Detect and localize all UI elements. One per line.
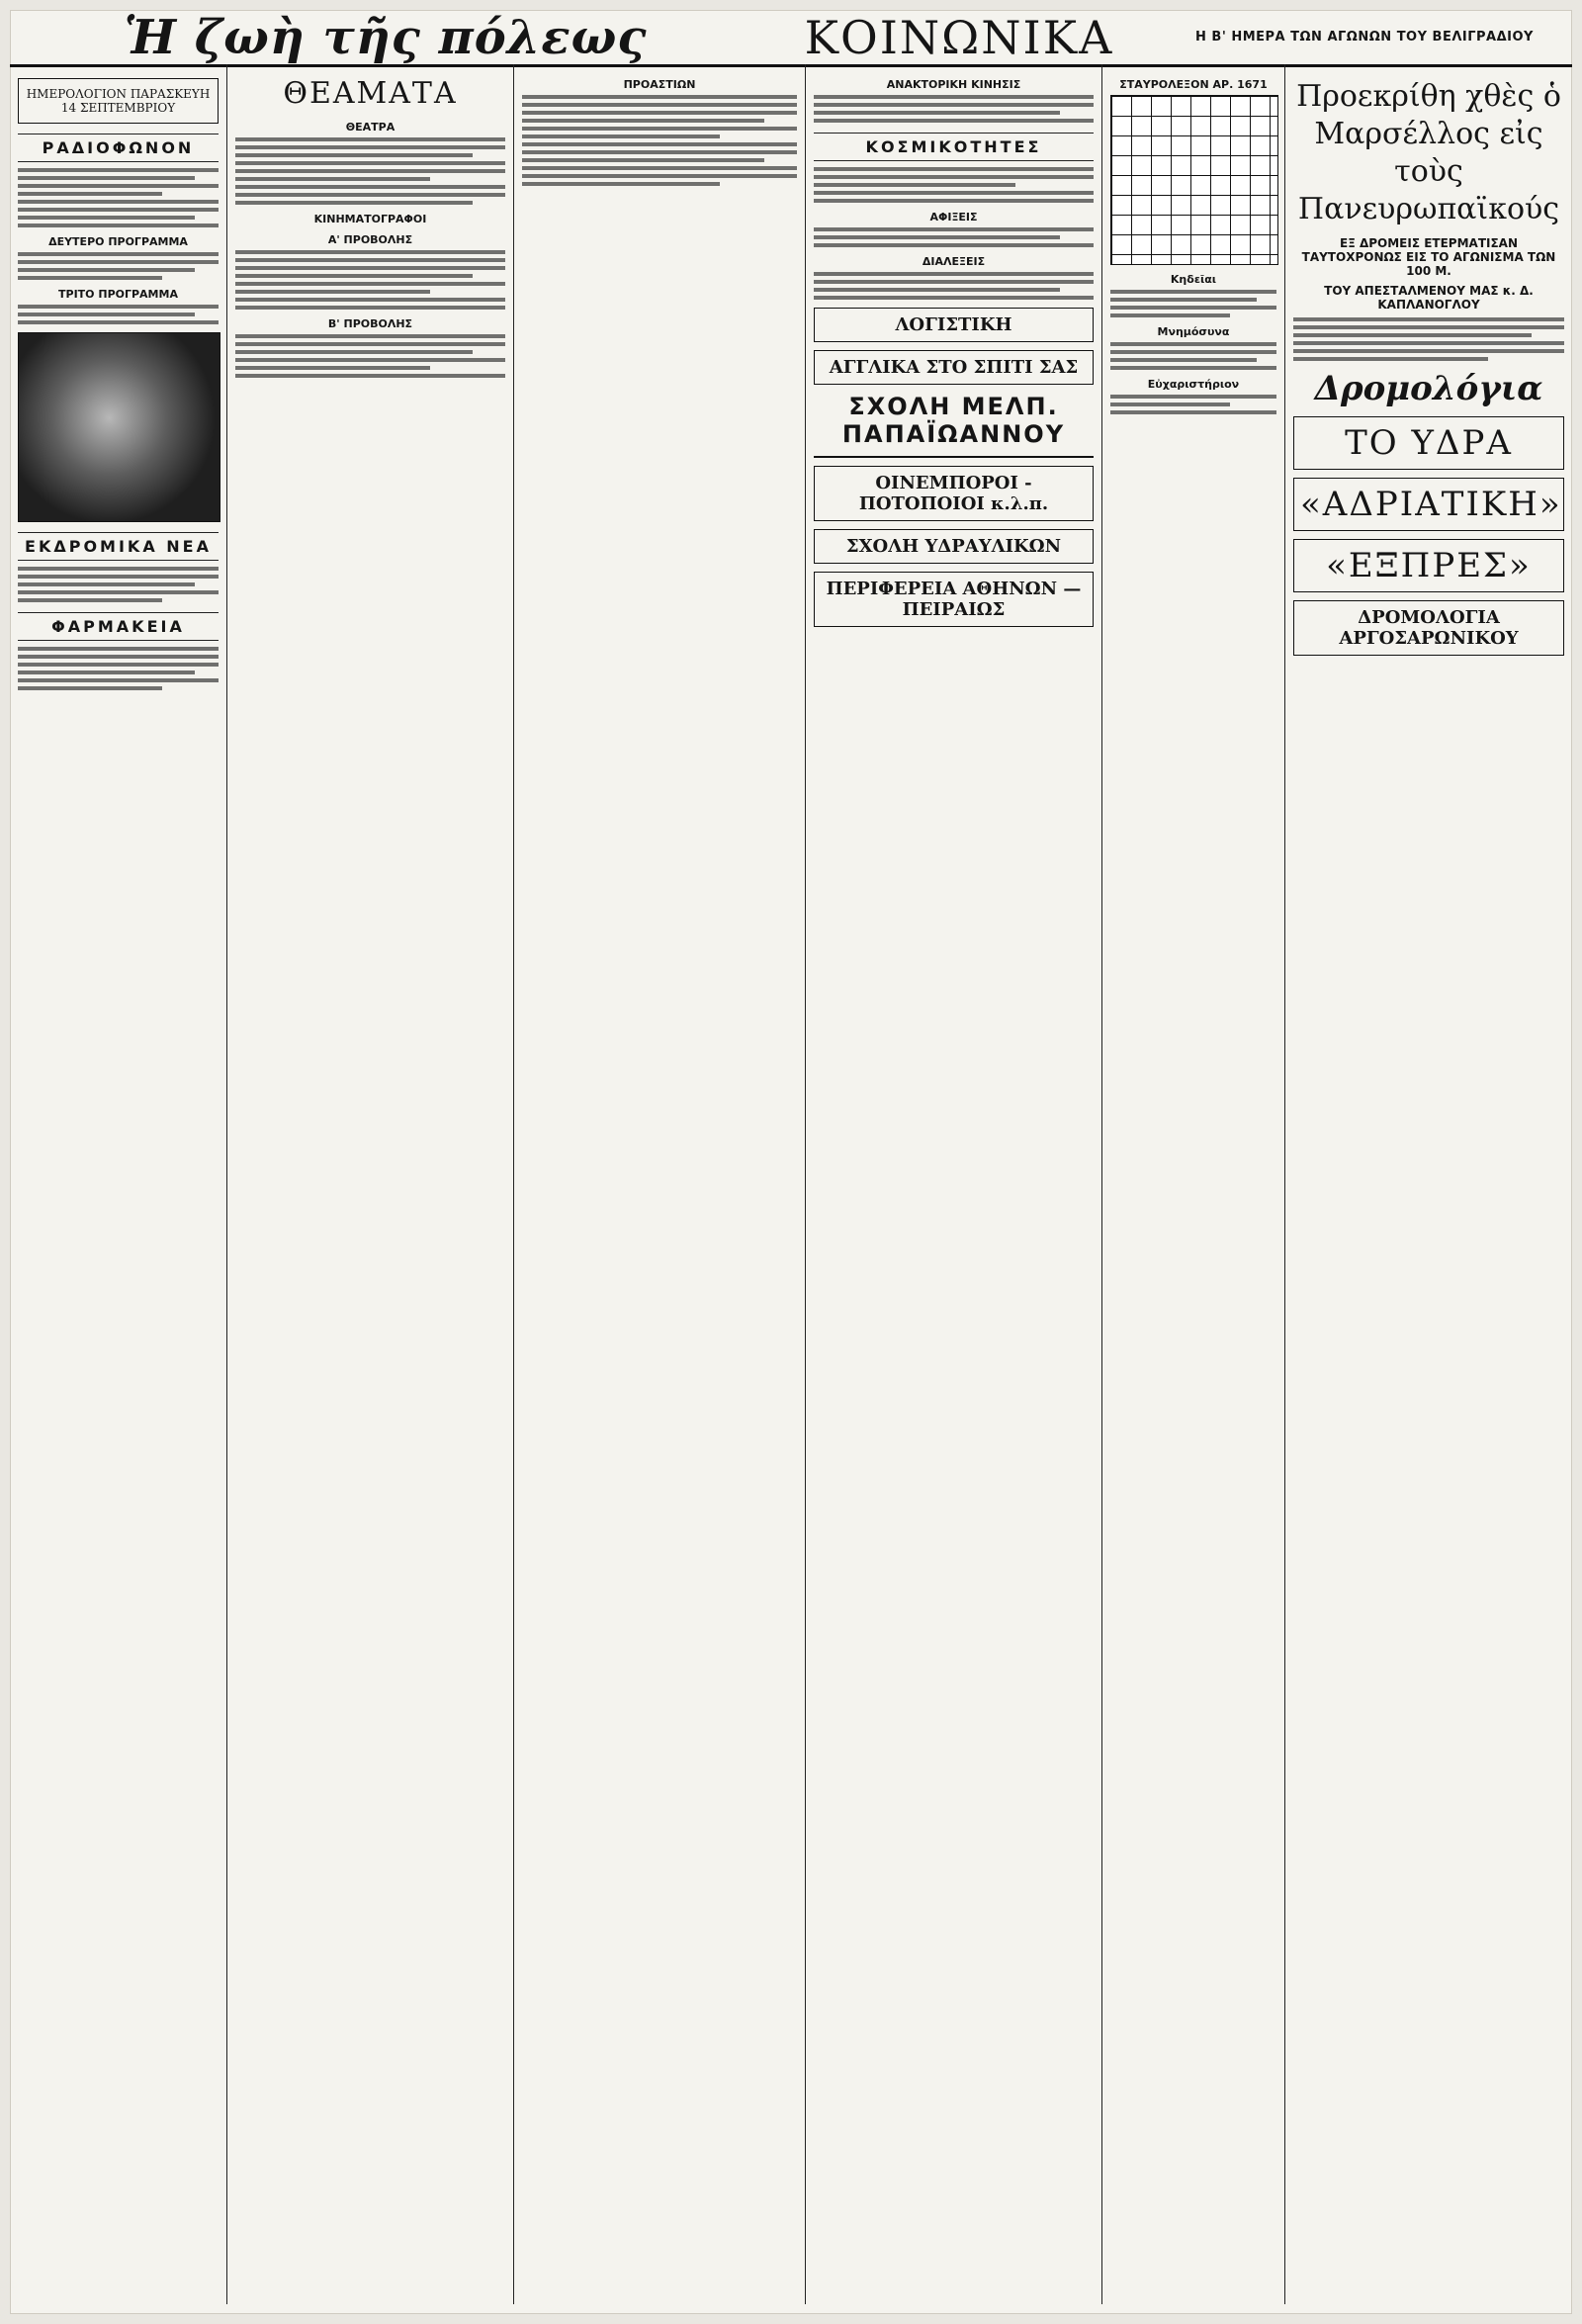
radio-text	[18, 168, 219, 227]
thanks-text	[1110, 395, 1276, 414]
second-program-title: ΔΕΥΤΕΡΟ ΠΡΟΓΡΑΜΜΑ	[48, 235, 188, 248]
column-social	[806, 64, 1102, 2304]
second-run-sub: Β' ΠΡΟΒΟΛΗΣ	[327, 317, 413, 330]
suburbs-title: ΠΡΟΑΣΤΙΩΝ	[623, 78, 696, 91]
column-sports	[1285, 64, 1572, 2304]
date-box: ΗΜΕΡΟΛΟΓΙΟΝ ΠΑΡΑΣΚΕΥΗ 14 ΣΕΠΤΕΜΒΡΙΟΥ	[18, 78, 219, 124]
socialites-text	[814, 167, 1094, 203]
adriatic-ad: «ΑΔΡΙΑΤΙΚΗ»	[1293, 478, 1564, 531]
second-program-text	[18, 252, 219, 280]
express-ad: «ΕΞΠΡΕΣ»	[1293, 539, 1564, 592]
palace-sub: ΑΝΑΚΤΟΡΙΚΗ ΚΙΝΗΣΙΣ	[886, 78, 1021, 91]
title-social: ΚΟΙΝΩΝΙΚΑ	[804, 10, 1114, 64]
sports-headline: Προεκρίθη χθὲς ὁ Μαρσέλλος εἰς τοὺς Πανευρωπαϊκούς	[1296, 79, 1561, 226]
divider-1	[814, 456, 1094, 458]
school-ad: ΣΧΟΛΗ ΜΕΛΠ. ΠΑΠΑΪΩΑΝΝΟΥ	[841, 393, 1066, 448]
radio-title: ΡΑΔΙΟΦΩΝΟΝ	[18, 134, 219, 162]
accounting-ad: ΛΟΓΙΣΤΙΚΗ	[814, 308, 1094, 342]
palace-text	[814, 95, 1094, 123]
arrivals-sub: ΑΦΙΞΕΙΣ	[929, 211, 978, 223]
third-program-text	[18, 305, 219, 324]
second-run-text	[235, 334, 505, 378]
column-theater	[227, 64, 514, 2304]
socialites-title: ΚΟΣΜΙΚΟΤΗΤΕΣ	[814, 133, 1094, 161]
newspaper-page	[10, 10, 1572, 2314]
funerals-text	[1110, 290, 1276, 317]
title-belgrade: Η Β' ΗΜΕΡΑ ΤΩΝ ΑΓΩΝΩΝ ΤΟΥ ΒΕΛΙΓΡΑΔΙΟΥ	[1195, 30, 1534, 45]
title-city-life: Ἡ ζωὴ τῆς πόλεως	[124, 9, 648, 65]
plumbing-ad: ΣΧΟΛΗ ΥΔΡΑΥΛΙΚΩΝ	[814, 529, 1094, 564]
column-notices	[1102, 64, 1285, 2304]
sports-kicker: ΕΞ ΔΡΟΜΕΙΣ ΕΤΕΡΜΑΤΙΣΑΝ ΤΑΥΤΟΧΡΟΝΩΣ ΕΙΣ ΤΟ ΑΓΩΝΙΣΜΑ ΤΩΝ 100 Μ.	[1301, 236, 1556, 278]
argosaronic-ad: ΔΡΟΜΟΛΟΓΙΑ ΑΡΓΟΣΑΡΩΝΙΚΟΥ	[1293, 600, 1564, 656]
memorials-text	[1110, 342, 1276, 370]
cinemas-sub: ΚΙΝΗΜΑΤΟΓΡΑΦΟΙ	[313, 213, 427, 225]
sports-byline: ΤΟΥ ΑΠΕΣΤΑΛΜΕΝΟΥ ΜΑΣ κ. Δ. ΚΑΠΛΑΝΟΓΛΟΥ	[1324, 284, 1534, 312]
theater-title: ΘΕΑΜΑΤΑ	[283, 76, 458, 111]
third-program-title: ΤΡΙΤΟ ΠΡΟΓΡΑΜΜΑ	[58, 288, 178, 301]
wine-ad: ΟΙΝΕΜΠΟΡΟΙ - ΠΟΤΟΠΟΙΟΙ κ.λ.π.	[814, 466, 1094, 521]
theaters-sub: ΘΕΑΤΡΑ	[345, 121, 396, 134]
excursion-text	[18, 567, 219, 602]
schedules-script: Δρομολόγια	[1314, 369, 1543, 408]
power-ad: ΠΕΡΙΦΕΡΕΙΑ ΑΘΗΝΩΝ — ΠΕΙΡΑΙΩΣ	[814, 572, 1094, 627]
memorials-title: Μνημόσυνα	[1157, 325, 1230, 338]
lectures-text	[814, 272, 1094, 300]
masthead	[10, 10, 1572, 67]
english-ad: ΑΓΓΛΙΚΑ ΣΤΟ ΣΠΙΤΙ ΣΑΣ	[814, 350, 1094, 385]
pharmacies-text	[18, 647, 219, 690]
theaters-text	[235, 137, 505, 205]
suburbs-text	[522, 95, 797, 186]
first-run-sub: Α' ΠΡΟΒΟΛΗΣ	[327, 233, 413, 246]
thanks-title: Εὐχαριστήριον	[1147, 378, 1240, 391]
lectures-sub: ΔΙΑΛΕΞΕΙΣ	[922, 255, 986, 268]
crossword-grid	[1110, 95, 1278, 265]
excursion-title: ΕΚΔΡΟΜΙΚΑ ΝΕΑ	[18, 532, 219, 561]
pharmacies-title: ΦΑΡΜΑΚΕΙΑ	[18, 612, 219, 641]
crossword-title: ΣΤΑΥΡΟΛΕΞΟΝ ΑΡ. 1671	[1119, 78, 1268, 91]
sports-text	[1293, 317, 1564, 361]
column-suburbs	[514, 64, 806, 2304]
arrivals-text	[814, 227, 1094, 247]
column-calendar	[10, 64, 227, 2304]
first-run-text	[235, 250, 505, 310]
cat-photo	[18, 332, 220, 522]
funerals-title: Κηδεῖαι	[1170, 273, 1217, 286]
hydra-ad: ΤΟ ΥΔΡΑ	[1293, 416, 1564, 470]
